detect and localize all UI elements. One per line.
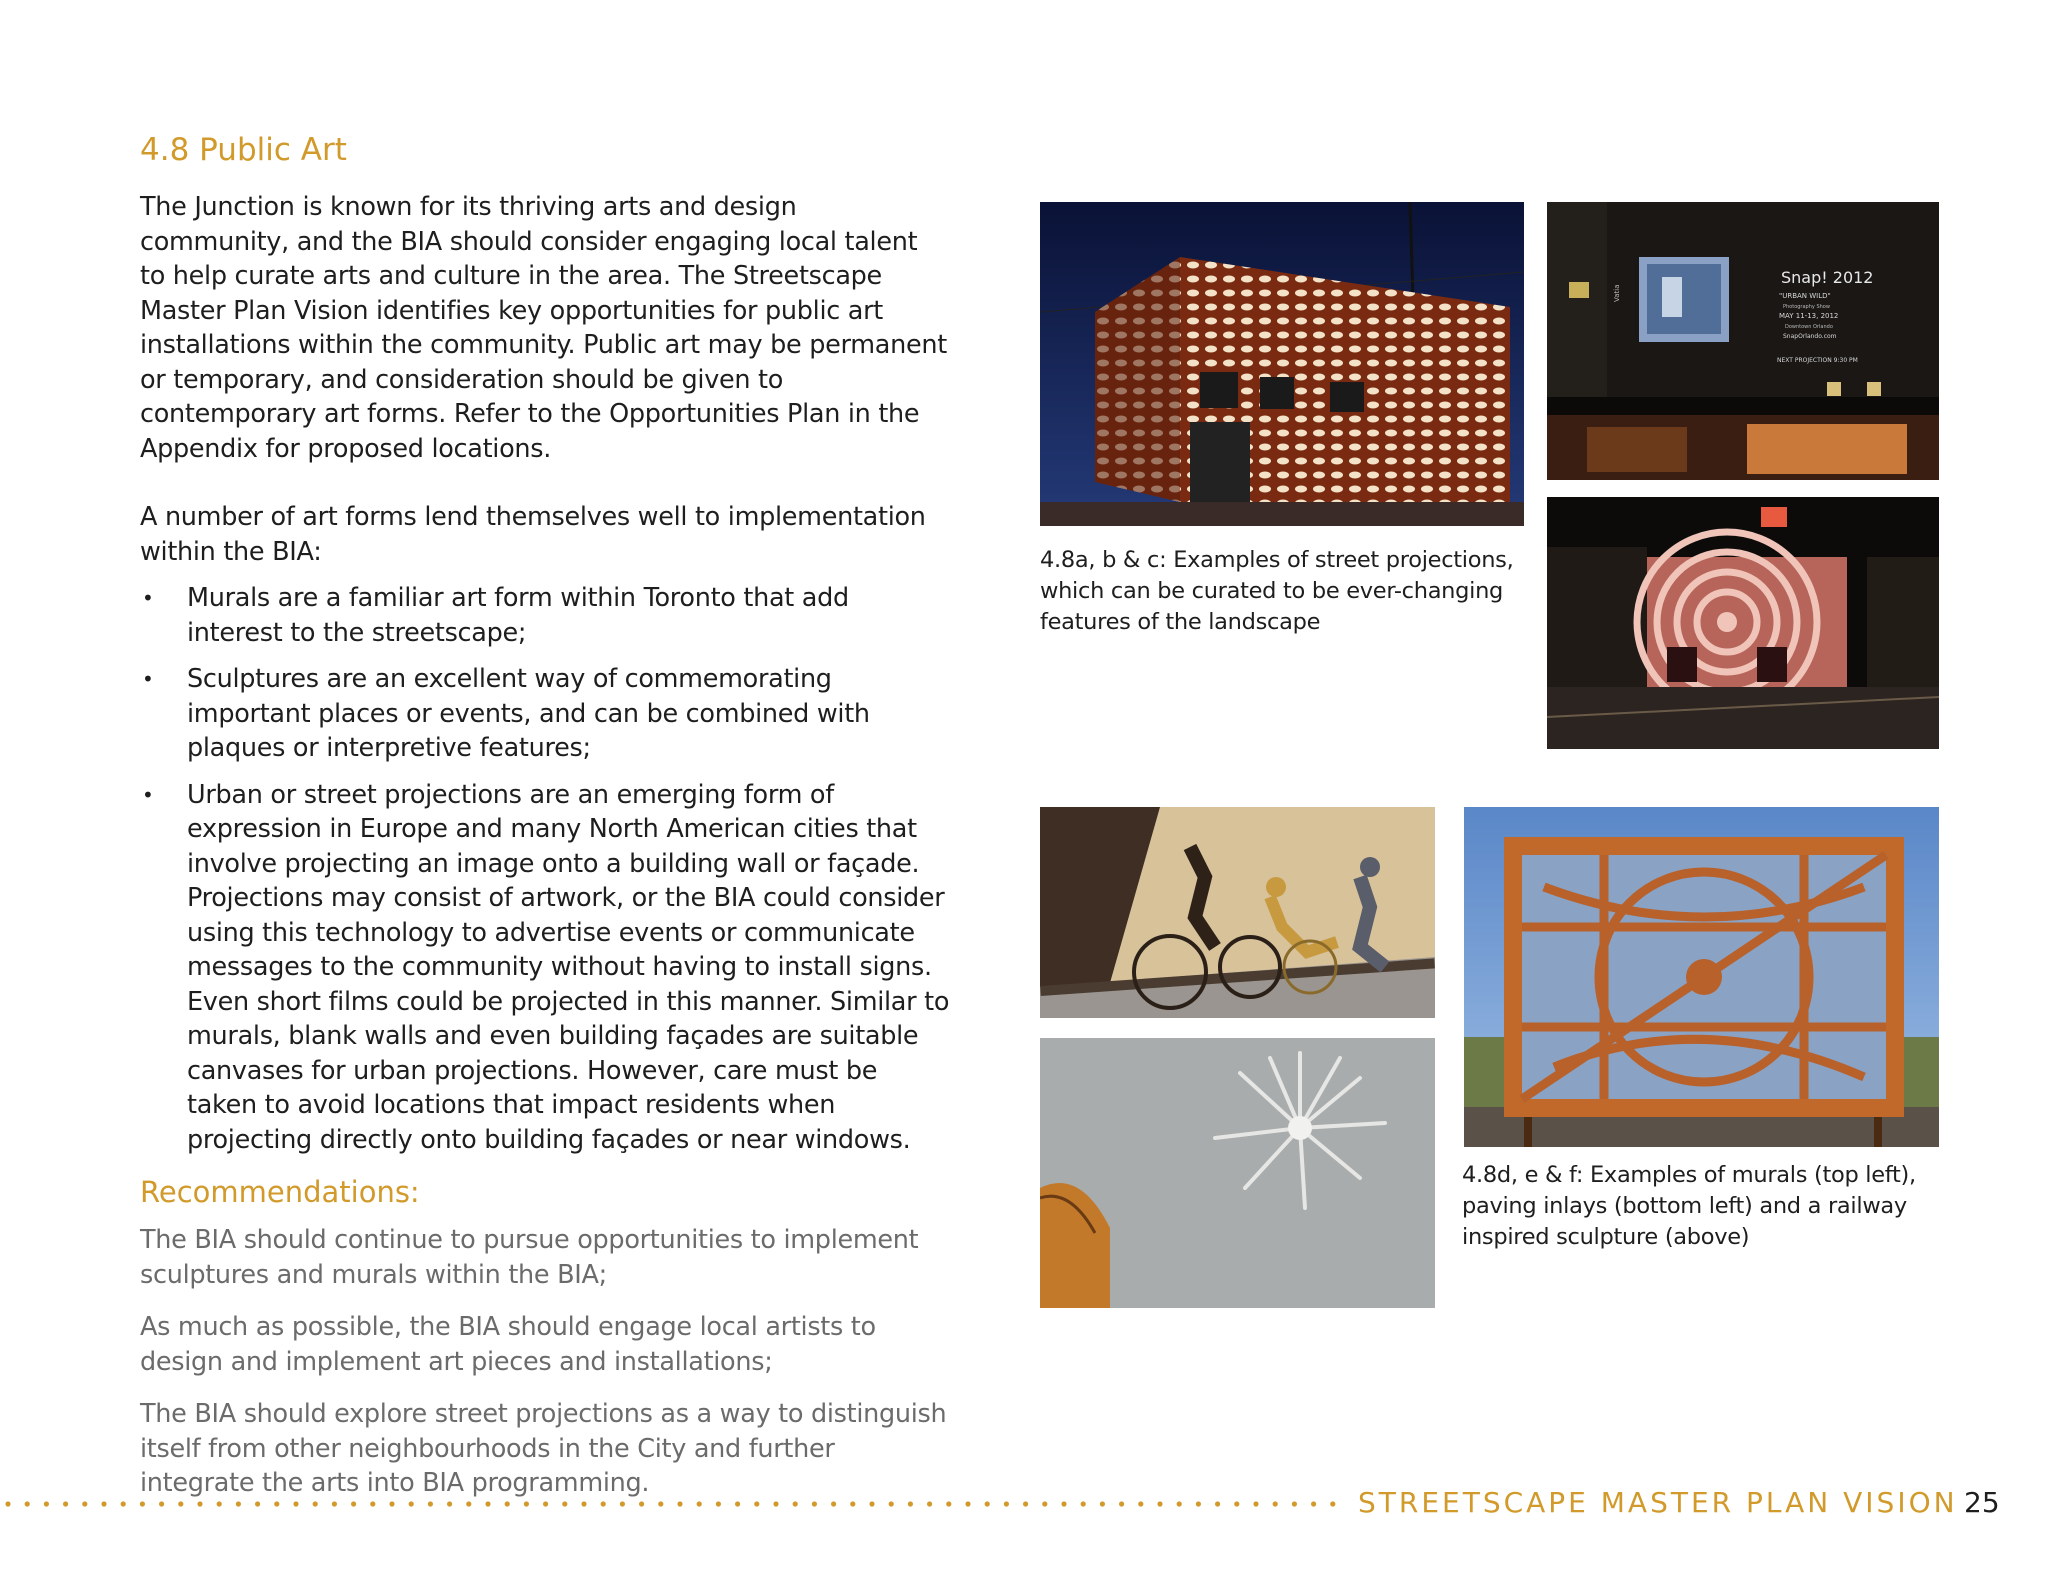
list-item-text: Sculptures are an excellent way of commemorating important places or events, and can be combined with plaques or interpretive features; [187,664,870,763]
footer-dot [831,1501,836,1506]
page-number: 25 [1964,1486,2000,1519]
footer-dot [985,1501,990,1506]
footer-dot [370,1501,375,1506]
footer-dot [1157,1501,1162,1506]
footer-dot [293,1501,298,1506]
footer-dot [485,1501,490,1506]
footer-dot [101,1501,106,1506]
footer-dot [351,1501,356,1506]
footer-dot [581,1501,586,1506]
footer-title: STREETSCAPE MASTER PLAN VISION [1358,1486,1958,1519]
main-text-column [140,190,950,1519]
bullet-icon: • [142,667,154,691]
footer-dot [1138,1501,1143,1506]
footer-dot-leader [0,1494,1340,1514]
list-item-sculptures [140,662,950,766]
footer-dot [850,1501,855,1506]
bullet-icon: • [142,782,154,807]
footer-dot [1004,1501,1009,1506]
footer-dot [274,1501,279,1506]
photo-projection-sign [1547,202,1939,480]
list-item-text: Urban or street projections are an emerging form of expression in Europe and many North American cities that involve projecting an image onto a building wall or façade. Projections may consist of artwork, or the BIA could consider using this technology to advertise events or communicate messages to the community without having to install signs. Even short films could be projected in this manner. Similar to murals, blank walls and even building façades are suitable canvases for urban projections. However, care must be taken to avoid locations that impact residents when projecting directly onto building façades or near windows. [187,779,950,1155]
footer-dot [389,1501,394,1506]
footer-dot [677,1501,682,1506]
caption-projections: 4.8a, b & c: Examples of street projections, which can be curated to be ever-changing features of the landscape [1040,547,1514,635]
footer-dot [1177,1501,1182,1506]
photo-projection-building-dusk [1040,202,1524,526]
footer-dot [697,1501,702,1506]
list-item-projections [140,778,950,1158]
footer-dot [1100,1501,1105,1506]
footer-dot [889,1501,894,1506]
recommendation-item: As much as possible, the BIA should engage local artists to design and implement art pieces and installations; [140,1312,876,1377]
photo-railway-sculpture [1464,807,1939,1147]
footer-dot [1273,1501,1278,1506]
art-forms-paragraph: A number of art forms lend themselves well to implementation within the BIA: [140,502,926,567]
footer-dot [236,1501,241,1506]
footer-dot [1119,1501,1124,1506]
footer-dot [1023,1501,1028,1506]
footer-dot [1292,1501,1297,1506]
footer-dot [946,1501,951,1506]
footer-dot [466,1501,471,1506]
footer-dot [658,1501,663,1506]
footer-dot [5,1501,10,1506]
footer-dot [773,1501,778,1506]
footer-dot [1234,1501,1239,1506]
sign-side-text: Vatia [1613,284,1621,302]
list-item-murals [140,581,950,650]
sign-line-3: MAY 11-13, 2012 [1779,312,1839,320]
caption-murals-sculpture: 4.8d, e & f: Examples of murals (top left), paving inlays (bottom left) and a railway inspired sculpture (above) [1462,1162,1916,1250]
footer-dot [255,1501,260,1506]
footer-dot [927,1501,932,1506]
footer-dot [716,1501,721,1506]
footer-dot [735,1501,740,1506]
footer-dot [178,1501,183,1506]
footer-dot [793,1501,798,1506]
footer-dot [332,1501,337,1506]
list-item-text: Murals are a familiar art form within Toronto that add interest to the streetscape; [187,583,849,648]
footer-dot [63,1501,68,1506]
photo-paving-inlay [1040,1038,1435,1308]
footer-dot [601,1501,606,1506]
intro-paragraph: The Junction is known for its thriving arts and design community, and the BIA should consider engaging local talent to help curate arts and culture in the area. The Streetscape Master Plan Vision identifies key opportunities for public art installations within the community. Public art may be permanent or temporary, and consideration should be given to contemporary art forms. Refer to the Opportunities Plan in the Appendix for proposed locations. [140,192,947,464]
sign-line-5: SnapOrlando.com [1783,333,1837,340]
sign-line-4: Downtown Orlando [1785,324,1833,330]
sign-line-6: NEXT PROJECTION 9:30 PM [1777,357,1858,364]
footer-dot [1042,1501,1047,1506]
recommendation-item: The BIA should continue to pursue opportunities to implement sculptures and murals within the BIA; [140,1225,919,1290]
footer-dot [1311,1501,1316,1506]
footer-dot [869,1501,874,1506]
footer-dot [217,1501,222,1506]
footer-dot [620,1501,625,1506]
footer-dot [1196,1501,1201,1506]
footer-dot [908,1501,913,1506]
photo-projection-spiral [1547,497,1939,749]
footer-dot [447,1501,452,1506]
footer-dot [639,1501,644,1506]
photo-mural-cyclists [1040,807,1435,1018]
footer-dot [505,1501,510,1506]
sign-title: Snap! 2012 [1781,268,1874,287]
footer-dot [313,1501,318,1506]
footer-dot [140,1501,145,1506]
footer-dot [44,1501,49,1506]
bullet-icon: • [142,586,154,610]
footer-dot [812,1501,817,1506]
art-forms-list [140,581,950,1157]
footer-dot [1253,1501,1258,1506]
footer-dot [754,1501,759,1506]
footer-dot [25,1501,30,1506]
footer-dot [121,1501,126,1506]
footer-dot [1081,1501,1086,1506]
footer-dot [428,1501,433,1506]
footer-dot [82,1501,87,1506]
footer-dot [562,1501,567,1506]
footer-dot [1330,1501,1335,1506]
footer-dot [197,1501,202,1506]
footer-dot [409,1501,414,1506]
recommendations-title: Recommendations: [140,1175,420,1209]
footer-dot [159,1501,164,1506]
footer-dot [1215,1501,1220,1506]
footer-dot [524,1501,529,1506]
footer-dot [965,1501,970,1506]
footer-dot [1061,1501,1066,1506]
sign-line-2: Photography Show [1783,304,1830,310]
sign-line-1: "URBAN WILD" [1779,292,1831,300]
recommendation-item: The BIA should explore street projections as a way to distinguish itself from other neighbourhoods in the City and further integrate the arts into BIA programming. [140,1399,947,1498]
section-title: 4.8 Public Art [140,132,347,168]
footer-dot [543,1501,548,1506]
